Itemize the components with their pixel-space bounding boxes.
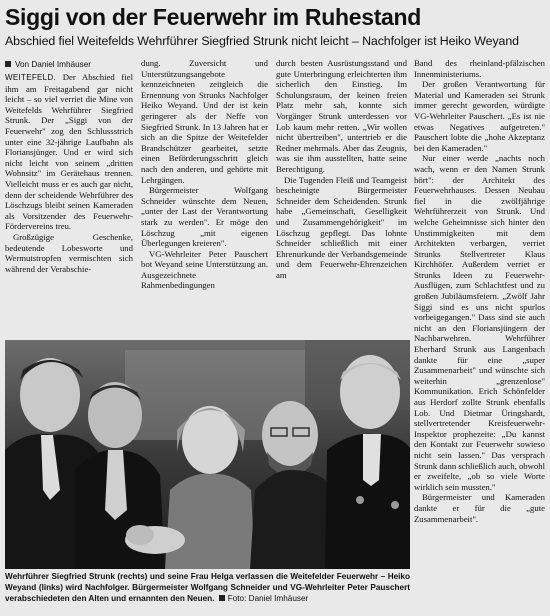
- paragraph: [5, 72, 133, 232]
- paragraph: Bürgermeister Wolfgang Schneider wünschte dem Neuen, „unter der Last der Verantwortung stark zu werden". Er möge den Löschzug „mit eigenen Überlegungen kreieren".: [141, 185, 268, 249]
- paragraph-text: Der Abschied fiel ihm am Freitagabend gar nicht leicht – so viel verriet die Mine von Weitefelds Wehrführer Siegfried Strunk. Der „Siggi von der Feuerwehr" zog den Schlussstrich unter eine 32-jährige Laufbahn als Floriansjünger. Und er wird sich nicht leicht von seinem „dritten Wohnsitz" im Gerätehaus trennen. Vielleicht muss er es auch gar nicht, denn der scheidende Wehrführer des Löschzugs bleibt seinen Kameraden als Vorsitzender des Feuerwehr-Fördervereins treu.: [5, 72, 133, 232]
- square-bullet-icon: [219, 595, 225, 601]
- article-column-3: [276, 58, 407, 336]
- author-name: Von Daniel Imhäuser: [15, 60, 92, 69]
- paragraph: durch besten Ausrüstungsstand und gute Unterbringung erleichterten ihm sicherlich den Einstieg. Im Schulungsraum, der keinen freien Platz mehr sah, konnte sich Vorgänger Strunk unterdessen vor Lob kaum mehr retten. „Wir wollen nicht übertreiben", untertrieb er die Redner mehrmals. Aber das Zeugnis, was sie ihm ausstellten, hatte seine Berechtigung.: [276, 58, 407, 174]
- paragraph: Nur einer werde „nachts noch wach, wenn er den Namen Strunk hört": der Architekt des Feuerwehrhauses. Dessen Neubau fiel in die zwölfjährige Wehrführerzeit von Strunk. Und welche Geheimnisse sich hinter den Unstimmigkeiten mit dem Architekten verbargen, verriet Strunks Stellvertreter Klaus Kirchhöfer. Außerdem verriet er Strunks Ideen zu Feuerwehr-Ausflügen, zum Schlachtfest und zu großen Jubiläumsfeiern. „Zwölf Jahr Siggi sind es uns nicht spurlos vorbeigegangen." Dass sind sie auch nicht an den Floriansjüngern der Nachbarwehren. Wehrführer Eberhard Strunk aus Langenbach dankte für eine „super Zusammenarbeit" und wünschte sich weiterhin „grenzenlose" Kommunikation. Erich Schönfelder aus Herdorf zollte Strunk ebenfalls Lob. Und Dietmar Üringshardt, stellvertretender Kreisfeuerwehr-Inspektor prophezeite: „Du kannst den Kontakt zur Feuerwehr sowieso nicht sein lassen." Das versprach Strunk dann schließlich auch, obwohl er zweifelte, „ob so viele Worte wirklich sein mussten.": [414, 153, 545, 492]
- paragraph: Der großen Verantwortung für Material und Kameraden sei Strunk immer gerecht geworden, würdigte VG-Wehrleiter Pauschert. „Es ist nie etwas Negatives aufgetreten." Pauschert lobte die „hohe Akzeptanz bei den Kameraden.": [414, 79, 545, 153]
- article-column-1: [5, 72, 133, 336]
- news-photo: [5, 340, 410, 569]
- paragraph: Die Tugenden Fleiß und Teamgeist bescheinigte Bürgermeister Schneider dem Scheidenden. Strunk habe „Gemeinschaft, Geselligkeit und Zusammengehörigkeit" im Löschzug gepflegt. Das lohnte Schneider schließlich mit einer Ehrenurkunde der Verbandsgemeinde und dem Feuerwehr-Ehrenzeichen am: [276, 174, 407, 280]
- photo-caption: [5, 571, 410, 604]
- group-photo-image: [5, 340, 410, 569]
- paragraph: dung. Zuversicht und Unterstützungsangebote kennzeichneten zeitgleich die Ernennung von Strunks Nachfolger Heiko Weyand. Und der ist kein geringerer als der Neffe von Siegfried Strunk. In 13 Jahren hat er sich an die Spitze der Weitefelder Brandschützer gearbeitet, setzte einen Beförderungsschritt gleich nach den anderen, und gehörte mit Lehrgängen.: [141, 58, 268, 185]
- paragraph: VG-Wehrleiter Peter Pauschert bot Weyand seine Unterstützung an. Ausgezeichnete Rahmenbedingungen: [141, 248, 268, 291]
- square-bullet-icon: [5, 61, 11, 67]
- paragraph: Band des rheinland-pfälzischen Innenministeriums.: [414, 58, 545, 79]
- article-column-4: [414, 58, 545, 603]
- caption-text: Wehrführer Siegfried Strunk (rechts) und seine Frau Helga verlassen die Weitefelder Feuerwehr – Heiko Weyand (links) wird Nachfolger. Bürgermeister Wolfgang Schneider und VG-Wehrleiter Peter Pauschert verabschiedeten den Alten und ernannten den Neuen.: [5, 572, 410, 603]
- author-line: [5, 60, 91, 70]
- paragraph: Großzügige Geschenke, bedeutende Lobesworte und Wermutstropfen vermischten sich während der Verabschie-: [5, 231, 133, 274]
- photo-credit: [217, 594, 309, 603]
- credit-text: Foto: Daniel Imhäuser: [227, 594, 309, 603]
- dateline: WEITEFELD.: [5, 73, 57, 82]
- headline: Siggi von der Feuerwehr im Ruhestand: [5, 4, 422, 30]
- subheadline: Abschied fiel Weitefelds Wehrführer Siegfried Strunk nicht leicht – Nachfolger ist Heiko Weyand: [5, 34, 519, 48]
- article-column-2: [141, 58, 268, 336]
- paragraph: Bürgermeister und Kameraden dankte er für die „gute Zusammenarbeit".: [414, 492, 545, 524]
